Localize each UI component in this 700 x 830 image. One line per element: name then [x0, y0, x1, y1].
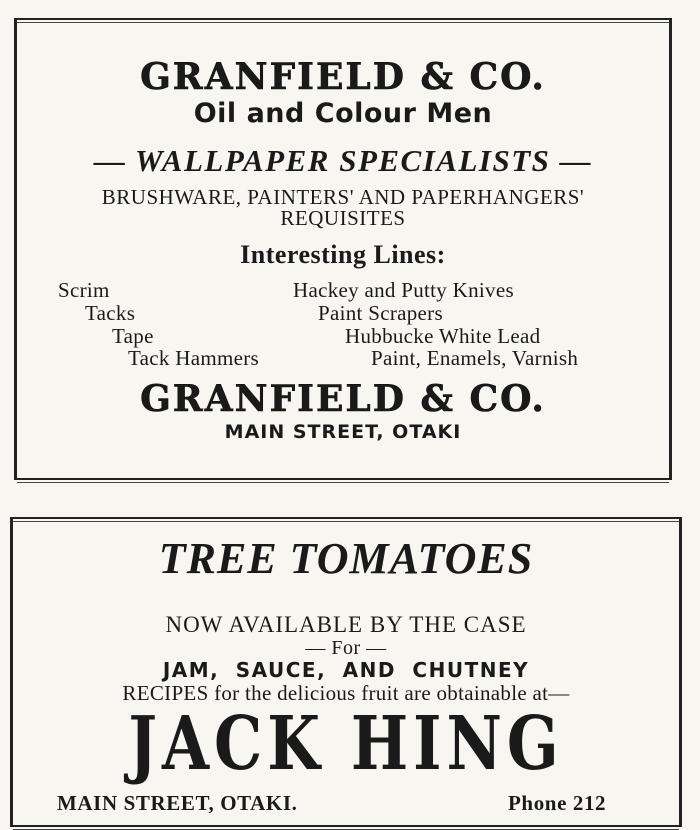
granfield-advertisement — [14, 18, 672, 480]
list-item: Tacks — [85, 301, 136, 325]
list-item: Paint, Enamels, Varnish — [371, 346, 579, 370]
list-item: Hackey and Putty Knives — [293, 278, 514, 302]
list-item: Paint Scrapers — [318, 301, 443, 325]
top-border-rule — [17, 18, 669, 20]
uses-line: JAM, SAUCE, AND CHUTNEY — [162, 658, 530, 682]
merchant-address: MAIN STREET, OTAKI. — [57, 791, 298, 815]
requisites-line-1: BRUSHWARE, PAINTERS' AND PAPERHANGERS' — [101, 185, 585, 209]
availability-line: NOW AVAILABLE BY THE CASE — [165, 612, 527, 637]
list-item: Tack Hammers — [128, 346, 259, 370]
list-item: Hubbucke White Lead — [345, 324, 541, 348]
merchant-name: JACK HING — [128, 701, 564, 787]
headline: TREE TOMATOES — [158, 534, 534, 583]
specialty-heading: — WALLPAPER SPECIALISTS — — [93, 143, 593, 178]
bottom-border-rule — [13, 825, 679, 827]
firm-address: MAIN STREET, OTAKI — [224, 421, 462, 443]
for-line: — For — — [305, 637, 387, 659]
top-border-rule — [13, 517, 679, 519]
firm-tagline: Oil and Colour Men — [193, 98, 493, 129]
requisites-line-2: REQUISITES — [280, 206, 406, 230]
bottom-border-rule — [17, 478, 669, 480]
recipes-line: RECIPES for the delicious fruit are obtainable at— — [122, 681, 570, 705]
firm-name-heading: GRANFIELD & CO. — [140, 56, 546, 98]
list-item: Tape — [112, 324, 154, 348]
merchant-phone: Phone 212 — [508, 791, 607, 815]
interesting-lines-heading: Interesting Lines: — [240, 240, 446, 269]
tree-tomatoes-advertisement — [10, 517, 682, 827]
list-item: Scrim — [58, 278, 110, 302]
firm-name-footer: GRANFIELD & CO. — [140, 378, 546, 420]
